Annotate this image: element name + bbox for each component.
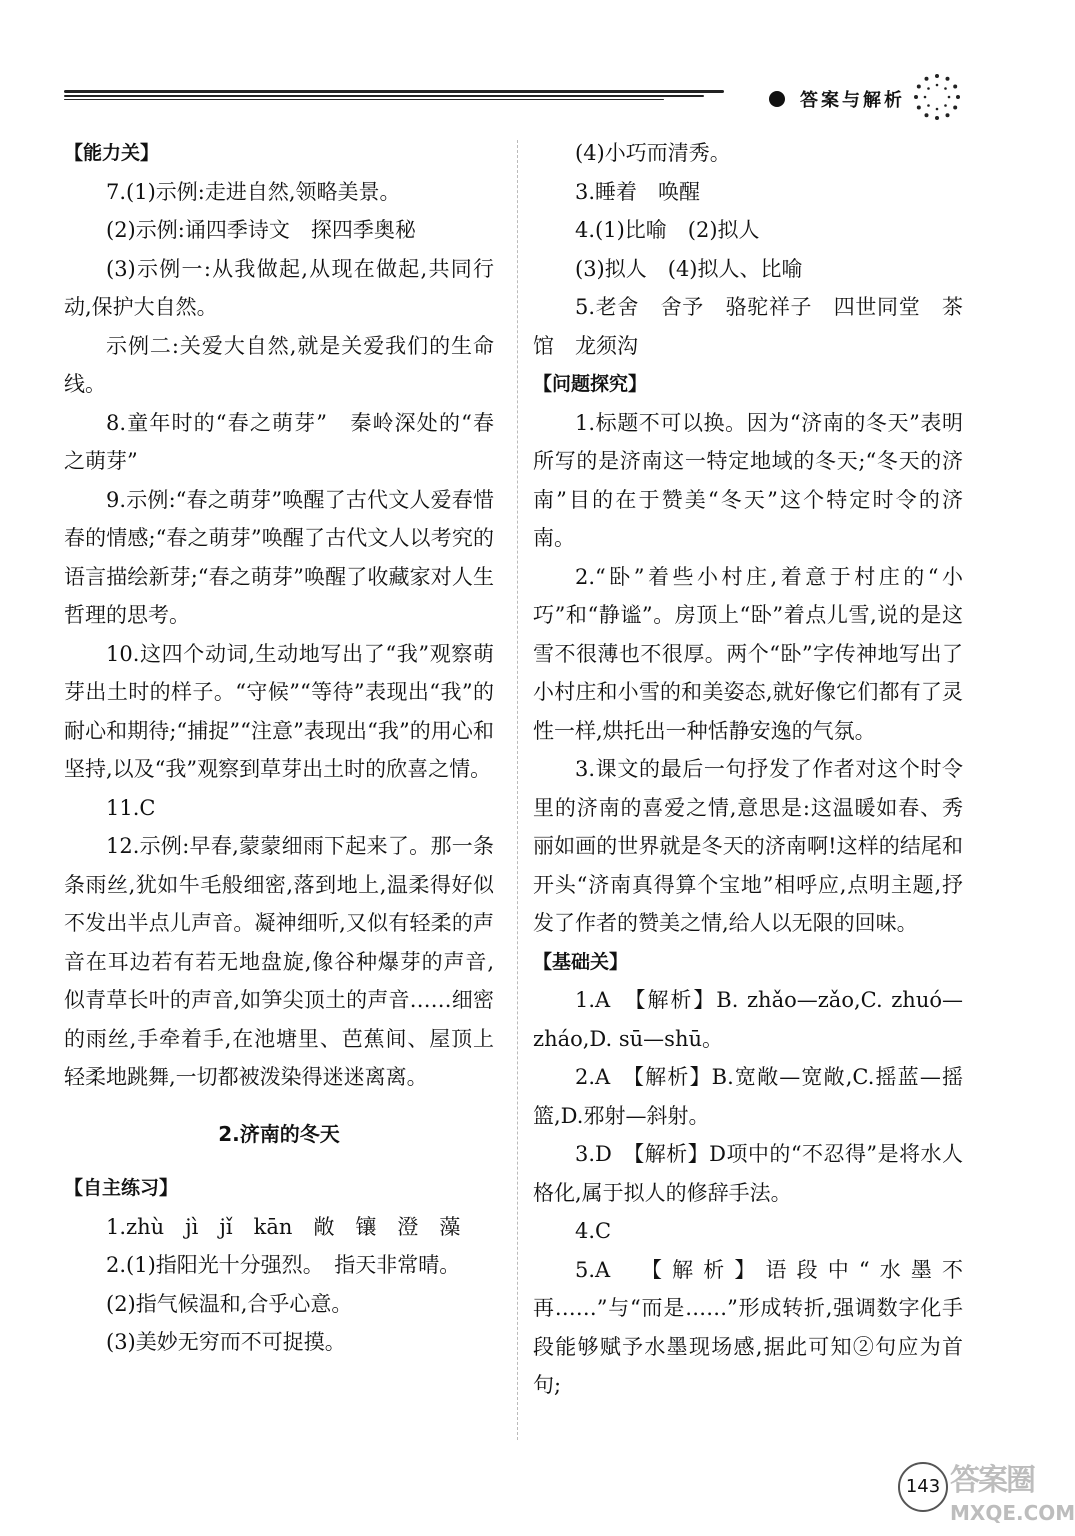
watermark-logo: [950, 1455, 1075, 1530]
answer-paragraph: 3.睡着 唤醒: [575, 179, 701, 204]
header-title: 答案与解析: [800, 90, 905, 111]
answer-paragraph: 2.“卧”着些小村庄,着意于村庄的“小巧”和“静谧”。房顶上“卧”着点儿雪,说的是这雪不很薄也不很厚。两个“卧”字传神地写出了小村庄和小雪的和美姿态,就好像它们都有了灵性一样,烘托出一种恬静安逸的气氛。: [533, 564, 963, 743]
dotted-ring-icon: [912, 72, 962, 122]
right-column: [533, 134, 963, 1405]
answer-paragraph: (3)美妙无穷而不可捉摸。: [106, 1330, 346, 1354]
answer-paragraph: (4)小巧而清秀。: [575, 141, 731, 165]
watermark-cn: 答案圈: [950, 1463, 1034, 1498]
answer-paragraph: (2)指气候温和,合乎心意。: [106, 1291, 353, 1316]
section-heading: 【问题探究】: [533, 373, 648, 395]
header-bullet-icon: [769, 91, 785, 107]
answer-paragraph: 7.(1)示例:走进自然,领略美景。: [106, 179, 401, 204]
section-heading: 【能力关】: [64, 142, 160, 164]
section-heading: 【基础关】: [533, 950, 629, 973]
answer-paragraph: 示例二:关爱大自然,就是关爱我们的生命线。: [64, 333, 494, 396]
answer-paragraph: (3)拟人 (4)拟人、比喻: [575, 256, 803, 281]
answer-paragraph: 4.C: [575, 1219, 612, 1243]
answer-paragraph: 3.D 【解析】D项中的“不忍得”是将水人格化,属于拟人的修辞手法。: [533, 1142, 963, 1205]
answer-paragraph: 5.老舍 舍予 骆驼祥子 四世同堂 茶馆 龙须沟: [533, 295, 963, 358]
answer-paragraph: 1.A 【解析】B. zhǎo—zǎo,C. zhuó—zháo,D. sū—shū。: [533, 988, 963, 1051]
answer-paragraph: 1.zhù jì jǐ kān 敞 镶 澄 藻: [106, 1214, 461, 1239]
answer-paragraph: 3.课文的最后一句抒发了作者对这个时令里的济南的喜爱之情,意思是:这温暖如春、秀丽如画的世界就是冬天的济南啊!这样的结尾和开头“济南真得算个宝地”相呼应,点明主题,抒发了作者的赞美之情,给人以无限的回味。: [533, 757, 963, 935]
answer-paragraph: 2.(1)指阳光十分强烈。 指天非常晴。: [106, 1253, 461, 1277]
watermark-en: MXQE.COM: [950, 1501, 1075, 1525]
page-number: 143: [898, 1462, 948, 1512]
answer-paragraph: 5.A 【解析】语段中“水墨不再……”与“而是……”形成转折,强调数字化手段能够赋予水墨现场感,据此可知②句应为首句;: [533, 1257, 963, 1397]
answer-paragraph: 8.童年时的“春之萌芽” 秦岭深处的“春之萌芽”: [64, 410, 494, 473]
answer-paragraph: 1.标题不可以换。因为“济南的冬天”表明所写的是济南这一特定地域的冬天;“冬天的济南”目的在于赞美“冬天”这个特定时令的济南。: [533, 410, 963, 550]
answer-paragraph: 2.A 【解析】B.宽敞—宽敞,C.摇蓝—摇篮,D.邪射—斜射。: [533, 1065, 963, 1128]
answer-paragraph: 4.(1)比喻 (2)拟人: [575, 218, 760, 242]
column-divider: [517, 140, 518, 1440]
section-heading: 【自主练习】: [64, 1177, 179, 1199]
answer-paragraph: 10.这四个动词,生动地写出了“我”观察萌芽出土时的样子。“守候”“等待”表现出“我”的耐心和期待;“捕捉”“注意”表现出“我”的用心和坚持,以及“我”观察到草芽出土时的欣喜之情。: [64, 641, 494, 781]
answer-paragraph: 11.C: [106, 795, 156, 820]
answer-paragraph: (3)示例一:从我做起,从现在做起,共同行动,保护大自然。: [64, 256, 494, 319]
lesson-title: 2.济南的冬天: [218, 1121, 340, 1146]
answer-paragraph: (2)示例:诵四季诗文 探四季奥秘: [106, 218, 416, 242]
answer-paragraph: 12.示例:早春,蒙蒙细雨下起来了。那一条条雨丝,犹如牛毛般细密,落到地上,温柔得好似不发出半点儿声音。凝神细听,又似有轻柔的声音在耳边若有若无地盘旋,像谷种爆芽的声音,似青草长叶的声音,如笋尖顶土的声音……细密的雨丝,手牵着手,在池塘里、芭蕉间、屋顶上轻柔地跳舞,一切都被泼染得迷迷离离。: [64, 834, 494, 1089]
header-rule: [64, 90, 724, 100]
answer-paragraph: 9.示例:“春之萌芽”唤醒了古代文人爱春惜春的情感;“春之萌芽”唤醒了古代文人以考究的语言描绘新芽;“春之萌芽”唤醒了收藏家对人生哲理的思考。: [64, 487, 494, 627]
left-column: [64, 134, 494, 1362]
